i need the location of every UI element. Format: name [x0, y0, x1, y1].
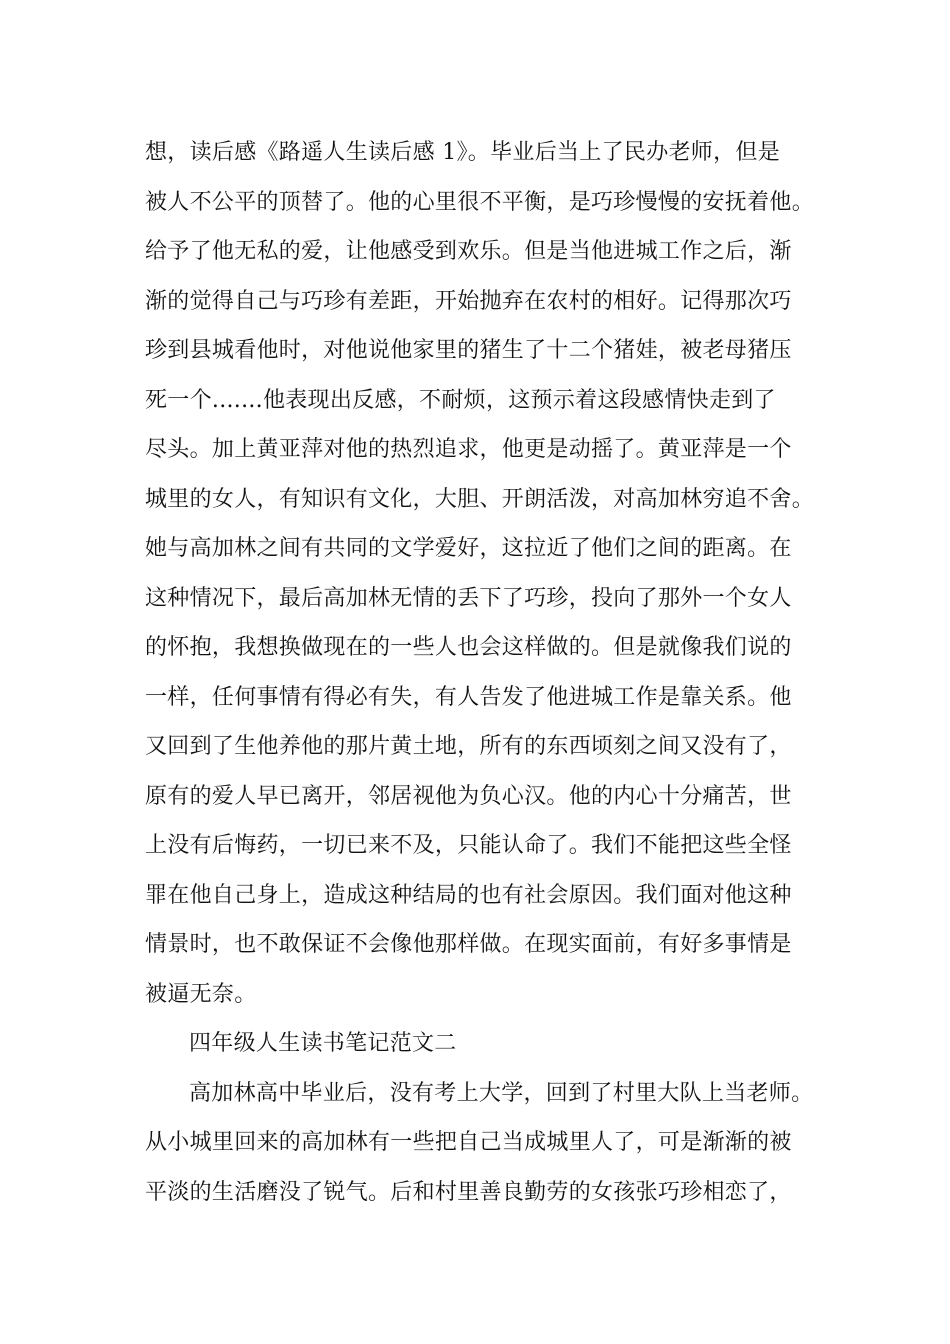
text-line: 上没有后悔药，一切已来不及，只能认命了。我们不能把这些全怪 — [145, 833, 792, 858]
section-heading: 四年级人生读书笔记范文二 — [189, 1031, 457, 1056]
text-line: 情景时，也不敢保证不会像他那样做。在现实面前，有好多事情是 — [145, 932, 792, 957]
text-line: 高加林高中毕业后，没有考上大学，回到了村里大队上当老师。 — [189, 1080, 814, 1106]
text-line: 从小城里回来的高加林有一些把自己当成城里人了，可是渐渐的被 — [145, 1130, 792, 1155]
text-line: 她与高加林之间有共同的文学爱好，这拉近了他们之间的距离。在 — [145, 536, 792, 561]
text-line: 罪在他自己身上，造成这种结局的也有社会原因。我们面对他这种 — [145, 882, 792, 908]
text-line: 城里的女人，有知识有文化，大胆、开朗活泼，对高加林穷追不舍。 — [145, 486, 815, 512]
text-line: 被人不公平的顶替了。他的心里很不平衡，是巧珍慢慢的安抚着他。 — [145, 189, 815, 215]
text-line: 的怀抱，我想换做现在的一些人也会这样做的。但是就像我们说的 — [145, 635, 792, 660]
text-line: 珍到县城看他时，对他说他家里的猪生了十二个猪娃，被老母猪压 — [145, 338, 792, 363]
text-line: 这种情况下，最后高加林无情的丢下了巧珍，投向了那外一个女人 — [145, 585, 792, 611]
text-line: 又回到了生他养他的那片黄土地，所有的东西顷刻之间又没有了， — [145, 734, 792, 759]
text-line: 尽头。加上黄亚萍对他的热烈追求，他更是动摇了。黄亚萍是一个 — [145, 437, 792, 462]
text-line: 被逼无奈。 — [145, 981, 257, 1007]
text-line: 平淡的生活磨没了锐气。后和村里善良勤劳的女孩张巧珍相恋了， — [145, 1179, 792, 1205]
paragraph-2 — [145, 1069, 825, 1218]
text-line: 给予了他无私的爱，让他感受到欢乐。但是当他进城工作之后，渐 — [145, 239, 792, 264]
text-line: 想，读后感《路遥人生读后感 1》。毕业后当上了民办老师，但是 — [145, 140, 780, 165]
document-page — [145, 128, 825, 1217]
text-line: 原有的爱人早已离开，邻居视他为负心汉。他的内心十分痛苦，世 — [145, 783, 792, 809]
text-line: 一样，任何事情有得必有失，有人告发了他进城工作是靠关系。他 — [145, 684, 792, 710]
text-line: 渐的觉得自己与巧珍有差距，开始抛弃在农村的相好。记得那次巧 — [145, 288, 792, 314]
text-line: 死一个.......他表现出反感，不耐烦，这预示着这段感情快走到了 — [145, 387, 776, 413]
paragraph-1 — [145, 128, 825, 1019]
